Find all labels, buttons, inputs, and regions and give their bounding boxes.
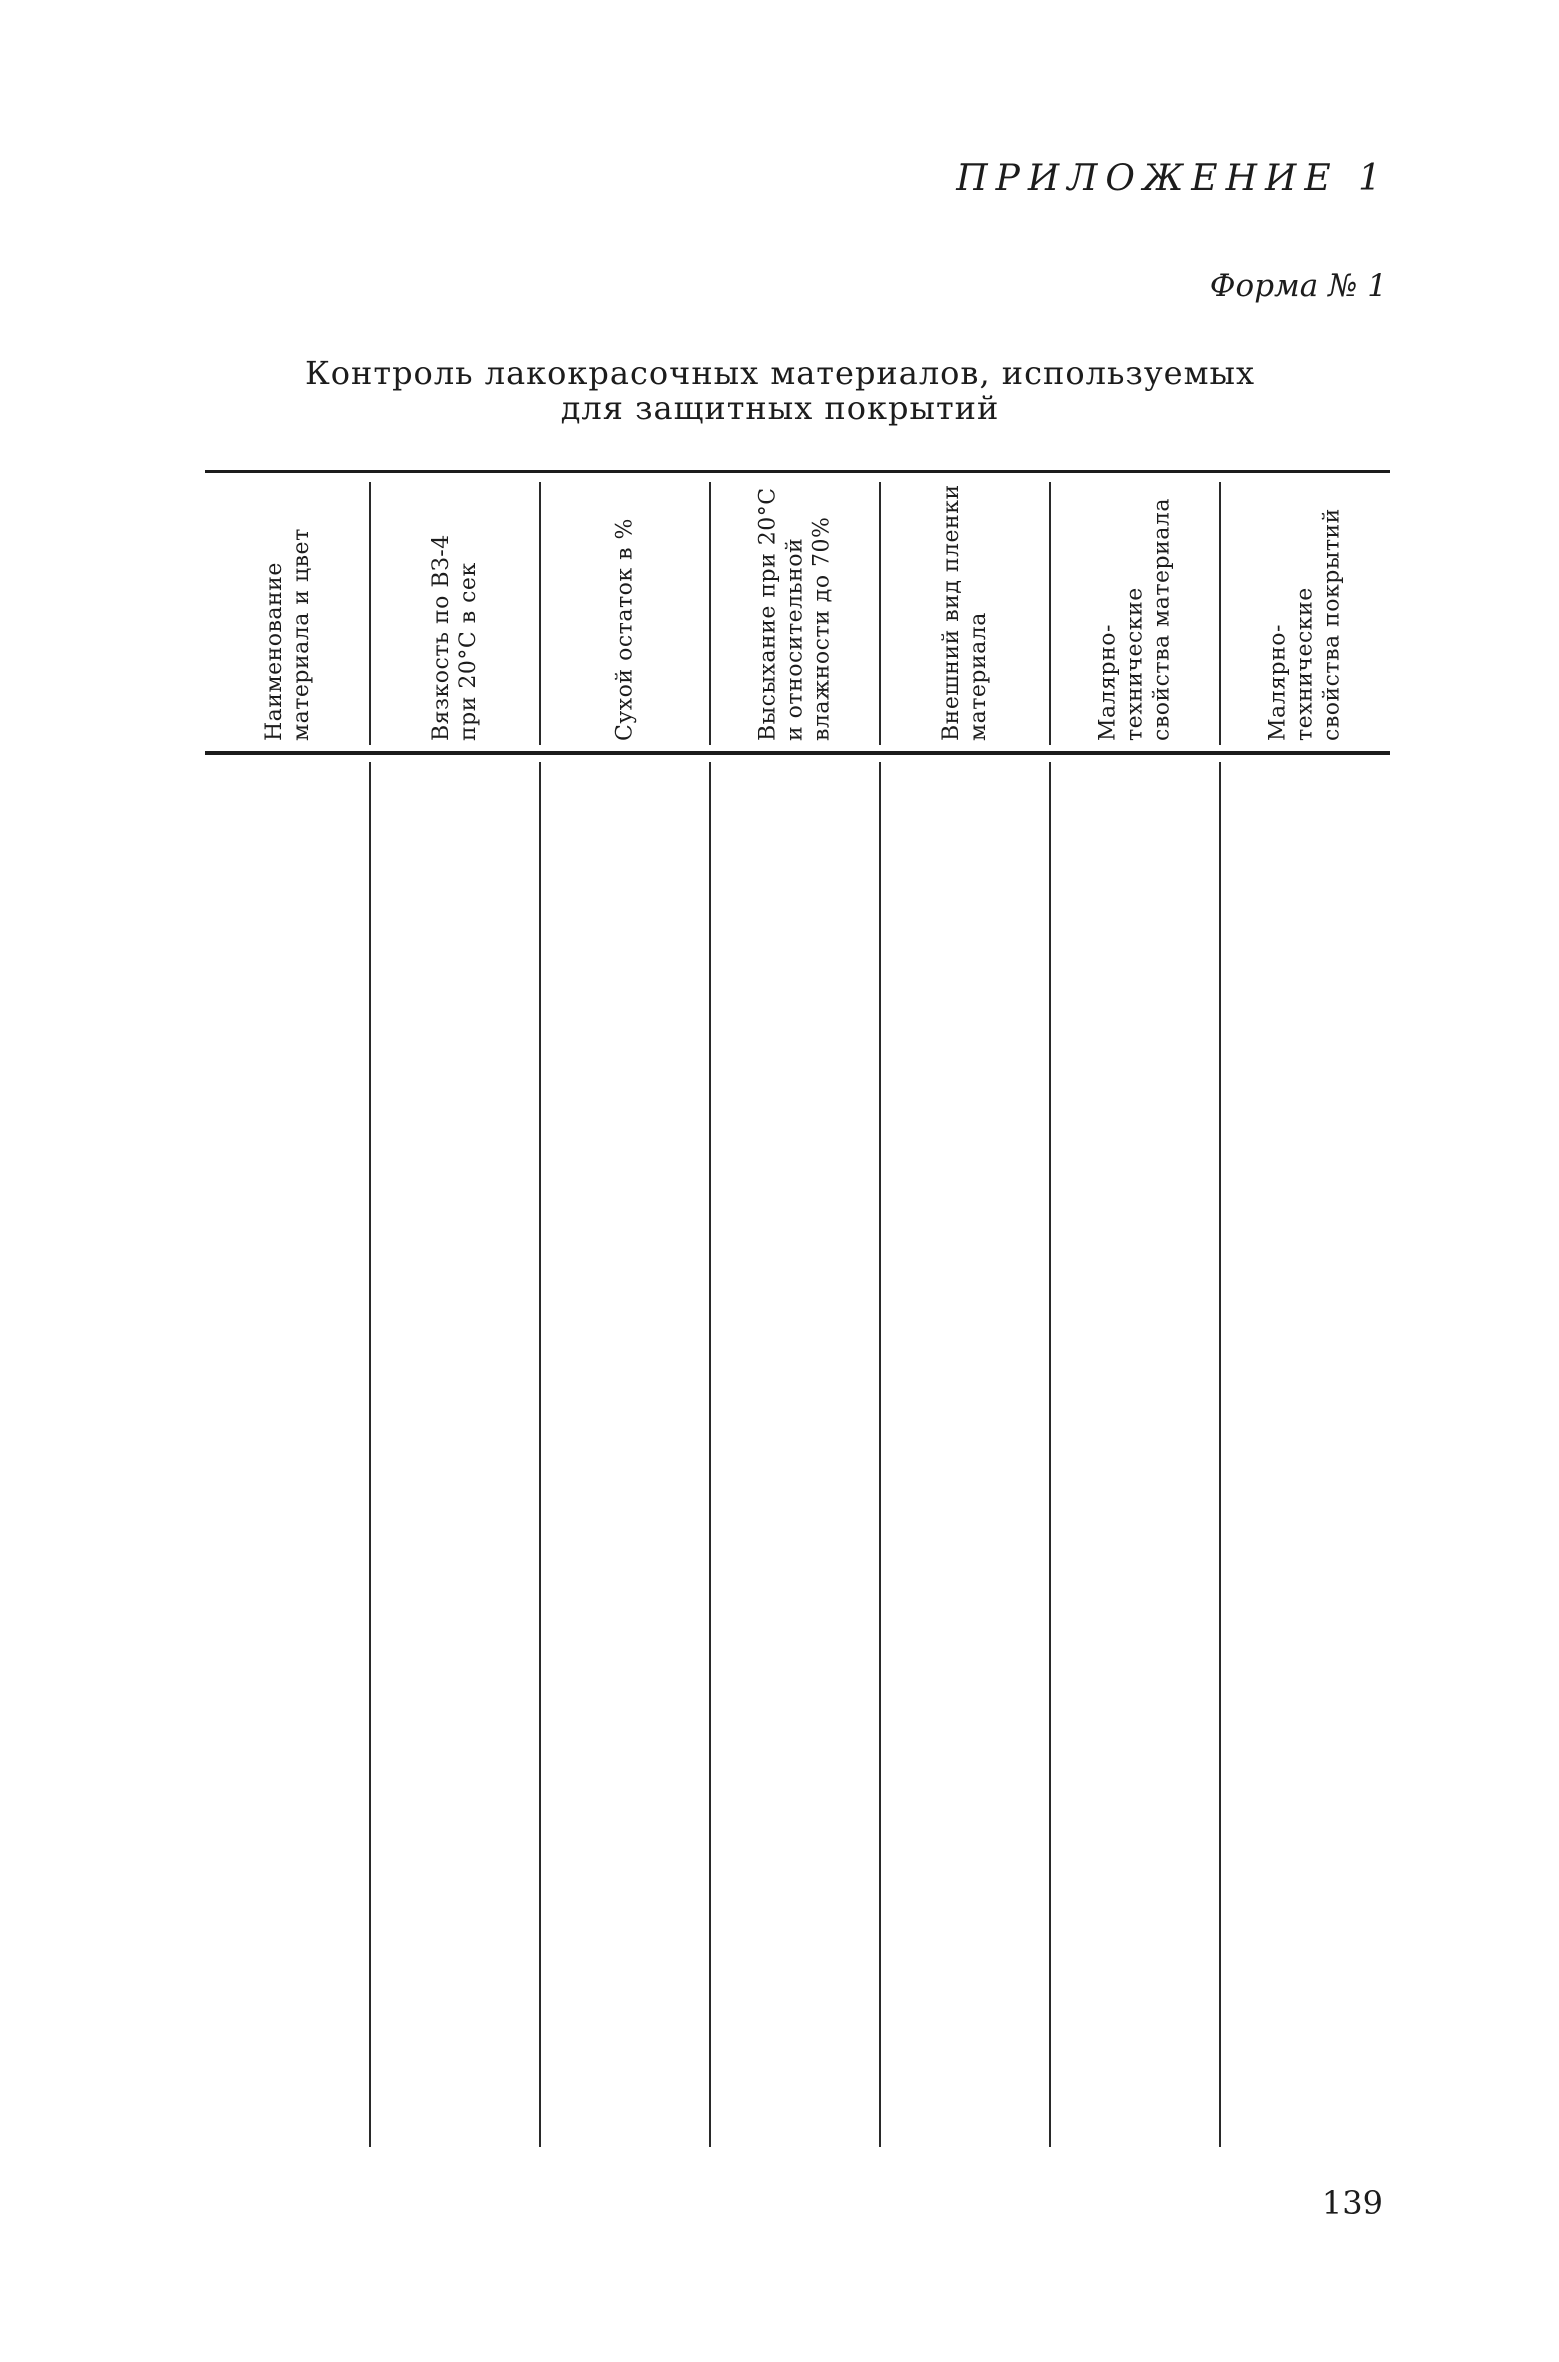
column-header-viscosity xyxy=(370,473,540,751)
column-divider xyxy=(709,482,711,745)
table-header-rule xyxy=(205,751,1390,755)
column-divider xyxy=(539,762,541,2147)
column-header-material-name xyxy=(205,473,370,751)
column-header-label: Высыхание при 20°С и относительной влажности до 70% xyxy=(755,487,835,741)
title-line-1: Контроль лакокрасочных материалов, используемых xyxy=(305,354,1255,392)
document-title xyxy=(300,356,1260,426)
control-table xyxy=(205,470,1390,2150)
column-header-film-appearance xyxy=(880,473,1050,751)
column-header-coating-properties xyxy=(1220,473,1390,751)
column-divider xyxy=(1219,762,1221,2147)
form-number: Форма № 1 xyxy=(1209,268,1387,304)
column-divider xyxy=(1049,482,1051,745)
column-divider xyxy=(369,762,371,2147)
column-header-label: Малярно-технические свойства покрытий xyxy=(1265,508,1345,741)
title-line-2: для защитных покрытий xyxy=(560,389,1000,427)
column-divider xyxy=(879,482,881,745)
column-header-label: Внешний вид пленки материала xyxy=(939,484,991,741)
column-header-label: Наименование материала и цвет xyxy=(261,528,314,741)
column-divider xyxy=(879,762,881,2147)
column-header-label: Сухой остаток в % xyxy=(612,518,638,741)
column-header-label: Малярно-технические свойства материала xyxy=(1095,498,1175,741)
column-header-label: Вязкость по ВЗ-4 при 20°С в сек xyxy=(429,534,481,741)
appendix-heading: ПРИЛОЖЕНИЕ 1 xyxy=(956,158,1389,199)
page-number: 139 xyxy=(1321,2184,1383,2222)
column-divider xyxy=(369,482,371,745)
column-divider xyxy=(1049,762,1051,2147)
column-divider xyxy=(539,482,541,745)
column-header-dry-residue xyxy=(540,473,710,751)
column-divider xyxy=(709,762,711,2147)
column-divider xyxy=(1219,482,1221,745)
column-header-drying xyxy=(710,473,880,751)
column-header-material-properties xyxy=(1050,473,1220,751)
